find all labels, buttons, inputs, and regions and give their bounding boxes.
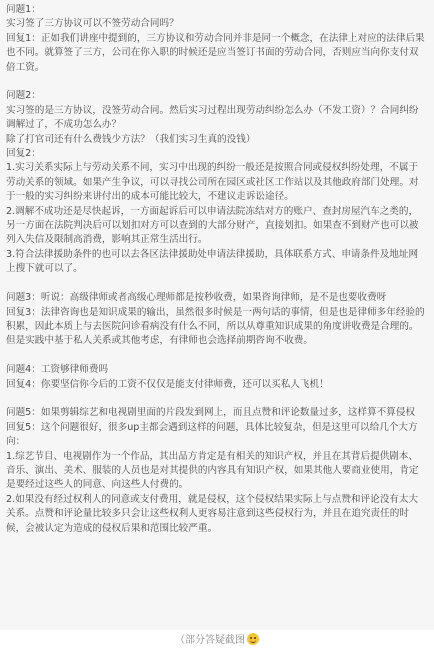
qa-block-3	[6, 291, 426, 349]
qa-block-4	[6, 363, 426, 392]
answer-3-text: 回复3：法律咨询也是知识成果的输出，虽然很多时候是一两句话的事情，但是也是律师多年经验的积累，因此本质上与去医院问诊看病没有什么不同，所以从尊重知识成果的角度讲收费是合理的。但是实践中基于私人关系或其他考虑，有律师也会选择前期咨询不收费。	[6, 306, 425, 347]
answer-5-point-1: 1.综艺节目、电视剧作为一个作品，其出品方肯定是有相关的知识产权，并且在其背后提供剧本、音乐、演出、美术、服装的人员也是对其提供的内容具有知识产权，如果其他人要商业使用，肯定是要经过这些人的同意、向这些人付费的。	[6, 450, 419, 491]
image-caption	[0, 633, 434, 648]
question-2-text: 实习签的是三方协议，没签劳动合同。然后实习过程出现劳动纠纷怎么办（不发工资）？合同纠纷调解过了，不成功怎么办？	[6, 104, 419, 131]
qa-block-2	[6, 89, 426, 276]
answer-2-point-2: 2.调解不成功还是尽快起诉，一方面起诉后可以申请法院冻结对方的账户、查封房屋汽车之类的，另一方面在法院判决后可以划扣对方可以查到的大部分财产，直接划扣。如果查不到财产也可以被列入失信及限制高消费，影响其正常生活出行。	[6, 205, 419, 246]
answer-2-heading: 回复2：	[6, 148, 41, 160]
question-1-text: 实习签了三方协议可以不签劳动合同吗？	[6, 18, 179, 30]
question-2-heading: 问题2：	[6, 90, 41, 102]
answer-1-text: 回复1：正如我们讲座中提到的，三方协议和劳动合同并非是同一个概念，在法律上对应的法律后果也不同。就算签了三方，公司在你入职的时候还是应当签订书面的劳动合同，否则应当向你支付双倍工资。	[6, 32, 425, 73]
caption-text: （部分答疑截图	[175, 635, 245, 646]
answer-4-text: 回复4：你要坚信你今后的工资不仅仅是能支付律师费，还可以买私人飞机！	[6, 378, 329, 390]
qa-block-1	[6, 3, 426, 75]
question-5-text: 问题5：如果剪辑综艺和电视剧里面的片段发到网上，而且点赞和评论数量过多，这样算不算侵权	[6, 407, 416, 419]
answer-2-point-1: 1.实习关系实际上与劳动关系不同，实习中出现的纠纷一般还是按照合同或侵权纠纷处理，不属于劳动关系的领域。如果产生争议，可以寻找公司所在园区或社区工作站以及其他政府部门处理。对于一般的实习纠纷来讲付出的成本可能比较大，不建议走诉讼途径。	[6, 162, 419, 203]
grin-emoji-icon	[247, 633, 259, 645]
question-2-followup: 除了打官司还有什么费钱少方法？（我们实习生真的没钱）	[6, 133, 256, 145]
answer-5-point-2: 2.如果没有经过权利人的同意或支付费用，就是侵权，这个侵权结果实际上与点赞和评论没有太大关系。点赞和评论量比较多只会让这些权利人更容易注意到这些侵权行为，并且在追究责任的时候，会被认定为造成的侵权后果和范围比较严重。	[6, 493, 419, 534]
question-1-heading: 问题1：	[6, 4, 41, 15]
question-3-text: 问题3：听说：高级律师或者高级心理师都是按秒收费，如果咨询律师，是不是也要收费呀	[6, 292, 387, 304]
answer-5-intro: 回复5：这个问题很好，很多up主都会遇到这样的问题，具体比较复杂，但是这里可以给几个大方向：	[6, 421, 418, 448]
question-4-text: 问题4：工资够律师费吗	[6, 364, 109, 376]
answer-2-point-3: 3.符合法律援助条件的也可以去各区法律援助处申请法律援助，具体联系方式、申请条件及地址网上搜下就可以了。	[6, 248, 419, 275]
qa-block-5	[6, 406, 426, 536]
